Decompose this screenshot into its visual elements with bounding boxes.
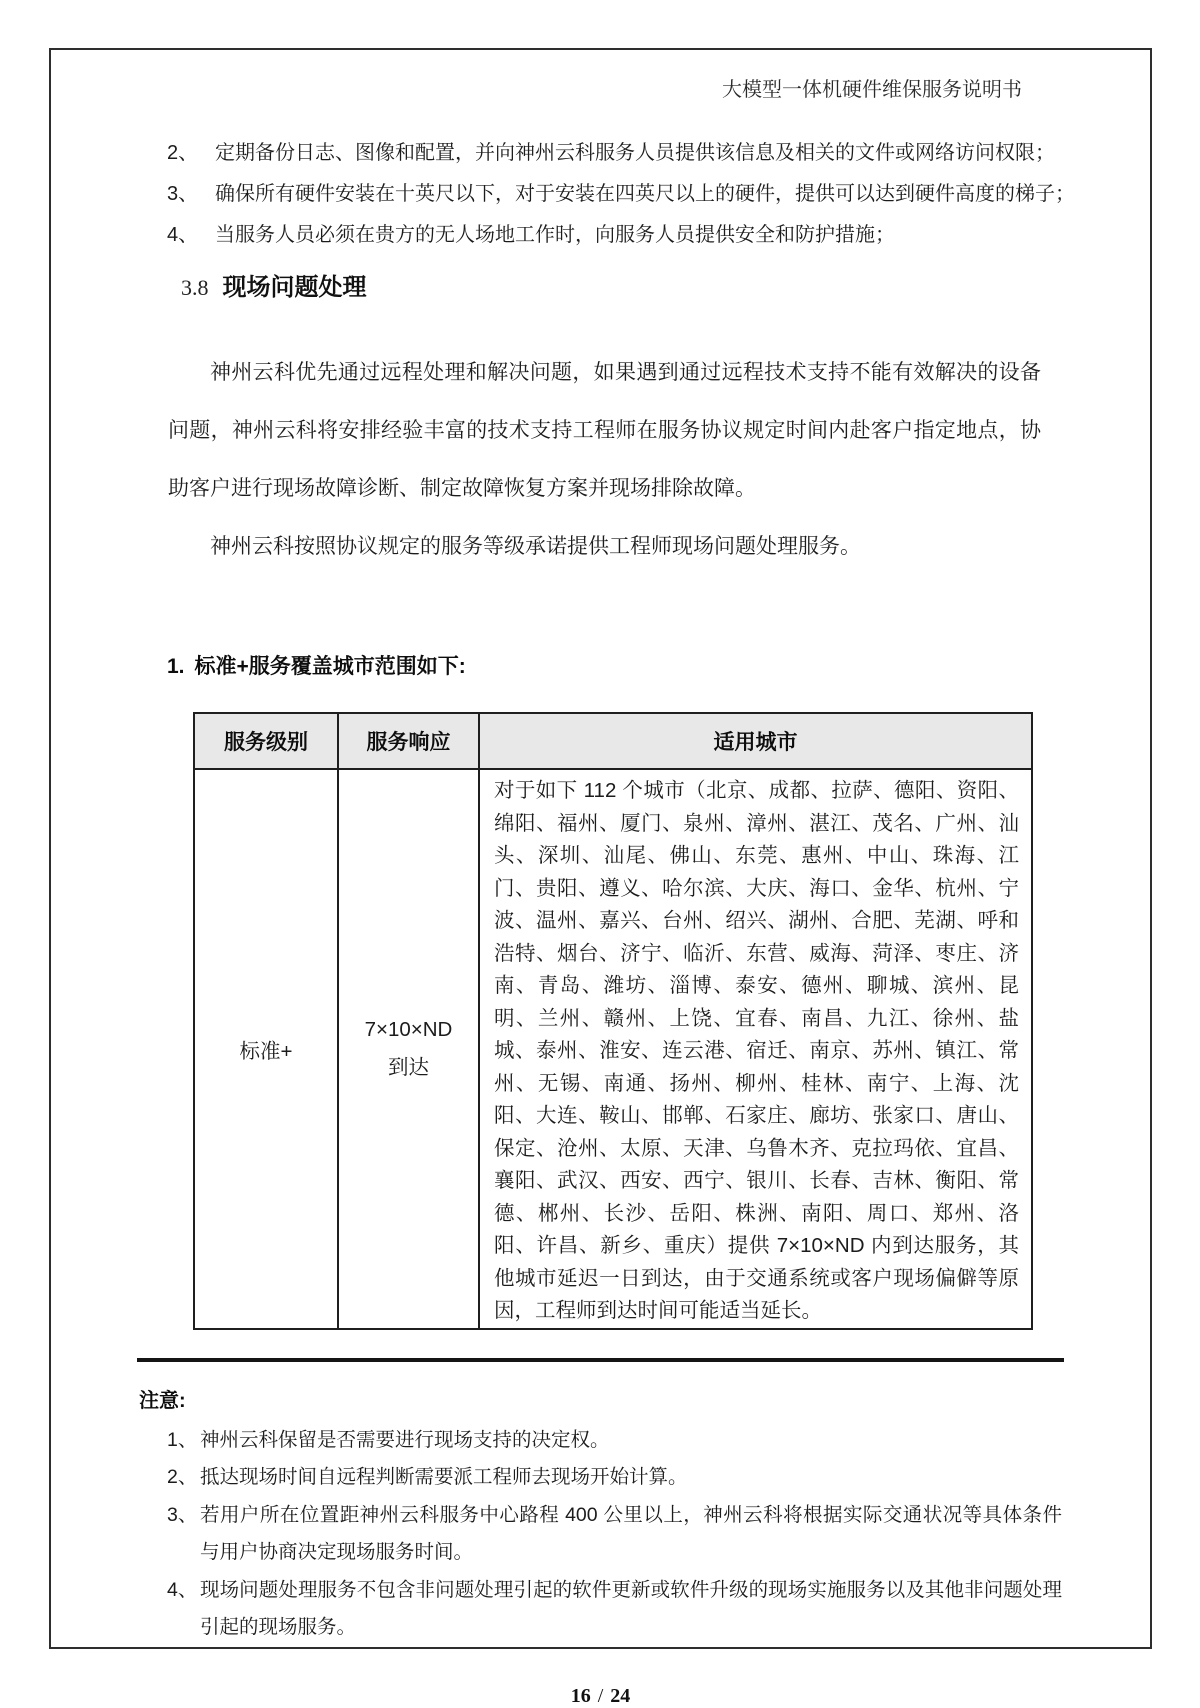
note-item-number: 2、 — [167, 1466, 198, 1488]
document-header-title: 大模型一体机硬件维保服务说明书 — [722, 79, 1022, 101]
list-item-text: 定期备份日志、图像和配置，并向神州云科服务人员提供该信息及相关的文件或网络访问权限； — [215, 142, 1055, 164]
coverage-table — [193, 712, 1033, 1330]
note-item-number: 1、 — [167, 1428, 198, 1451]
list-item-number: 4、 — [167, 224, 199, 246]
body-paragraph: 神州云科按照协议规定的服务等级承诺提供工程师现场问题处理服务。 — [210, 535, 861, 558]
list-item — [167, 133, 1062, 174]
page-number-separator: / — [597, 1684, 604, 1707]
list-item-number: 3、 — [167, 183, 199, 205]
page-number-footer — [139, 1685, 1062, 1708]
section-heading — [181, 272, 1062, 304]
list-item — [167, 215, 1062, 256]
section-number: 3.8 — [181, 275, 209, 300]
horizontal-rule — [137, 1358, 1064, 1362]
note-item — [167, 1422, 1062, 1460]
list-item-number: 2、 — [167, 142, 199, 164]
cell-service-level: 标准+ — [194, 769, 338, 1329]
note-item — [167, 1497, 1062, 1572]
column-header-service-response: 服务响应 — [338, 713, 479, 769]
cell-cities: 对于如下 112 个城市（北京、成都、拉萨、德阳、资阳、绵阳、福州、厦门、泉州、漳州、湛江、茂名、广州、汕头、深圳、汕尾、佛山、东莞、惠州、中山、珠海、江门、贵阳、遵义、哈尔滨、大庆、海口、金华、杭州、宁波、温州、嘉兴、台州、绍兴、湖州、合肥、芜湖、呼和浩特、烟台、济宁、临沂、东营、威海、菏泽、枣庄、济南、青岛、潍坊、淄博、泰安、德州、聊城、滨州、昆明、兰州、赣州、上饶、宜春、南昌、九江、徐州、盐城、泰州、淮安、连云港、宿迁、南京、苏州、镇江、常州、无锡、南通、扬州、柳州、桂林、南宁、上海、沈阳、大连、鞍山、邯郸、石家庄、廊坊、张家口、唐山、保定、沧州、太原、天津、乌鲁木齐、克拉玛依、宜昌、襄阳、武汉、西安、西宁、银川、长春、吉林、衡阳、常德、郴州、长沙、岳阳、株洲、南阳、周口、郑州、洛阳、许昌、新乡、重庆）提供 7×10×ND 内到达服务，其他城市延迟一日到达，由于交通系统或客户现场偏僻等原因，工程师到达时间可能适当延长。 — [479, 769, 1032, 1329]
notes-list — [167, 1422, 1062, 1647]
page-content — [51, 50, 1150, 1707]
list-item-text: 当服务人员必须在贵方的无人场地工作时，向服务人员提供安全和防护措施； — [215, 224, 895, 246]
section-title: 现场问题处理 — [222, 274, 367, 301]
list-item — [167, 174, 1075, 215]
coverage-heading-number: 1. — [167, 655, 185, 678]
note-item-text: 抵达现场时间自远程判断需要派工程师去现场开始计算。 — [200, 1466, 688, 1488]
service-response-line2: 到达 — [388, 1055, 429, 1079]
notes-label: 注意: — [139, 1389, 186, 1412]
table-header-row — [194, 713, 1032, 769]
note-item-text: 若用户所在位置距神州云科服务中心路程 400 公里以上，神州云科将根据实际交通状况等具体条件与用户协商决定现场服务时间。 — [200, 1503, 1062, 1563]
coverage-heading — [167, 652, 1062, 682]
list-item-text: 确保所有硬件安装在十英尺以下，对于安装在四英尺以上的硬件，提供可以达到硬件高度的梯子； — [215, 183, 1075, 205]
note-item — [167, 1459, 1062, 1497]
total-page-number: 24 — [610, 1684, 631, 1707]
cell-service-response — [338, 769, 479, 1329]
body-paragraph: 神州云科优先通过远程处理和解决问题，如果遇到通过远程技术支持不能有效解决的设备问题，神州云科将安排经验丰富的技术支持工程师在服务协议规定时间内赴客户指定地点，协助客户进行现场故障诊断、制定故障恢复方案并现场排除故障。 — [168, 361, 1041, 500]
page-border-frame — [49, 48, 1152, 1707]
service-response-line1: 7×10×ND — [364, 1017, 453, 1041]
column-header-cities: 适用城市 — [479, 713, 1032, 769]
note-item — [167, 1572, 1062, 1647]
note-item-text: 神州云科保留是否需要进行现场支持的决定权。 — [200, 1428, 610, 1451]
coverage-heading-text: 标准+服务覆盖城市范围如下: — [194, 655, 466, 678]
note-item-number: 3、 — [167, 1503, 198, 1526]
note-item-text: 现场问题处理服务不包含非问题处理引起的软件更新或软件升级的现场实施服务以及其他非问题处理引起的现场服务。 — [200, 1578, 1062, 1638]
prerequisite-list — [167, 133, 1075, 256]
current-page-number: 16 — [570, 1684, 591, 1707]
column-header-service-level: 服务级别 — [194, 713, 338, 769]
table-row — [194, 769, 1032, 1329]
note-item-number: 4、 — [167, 1578, 198, 1601]
